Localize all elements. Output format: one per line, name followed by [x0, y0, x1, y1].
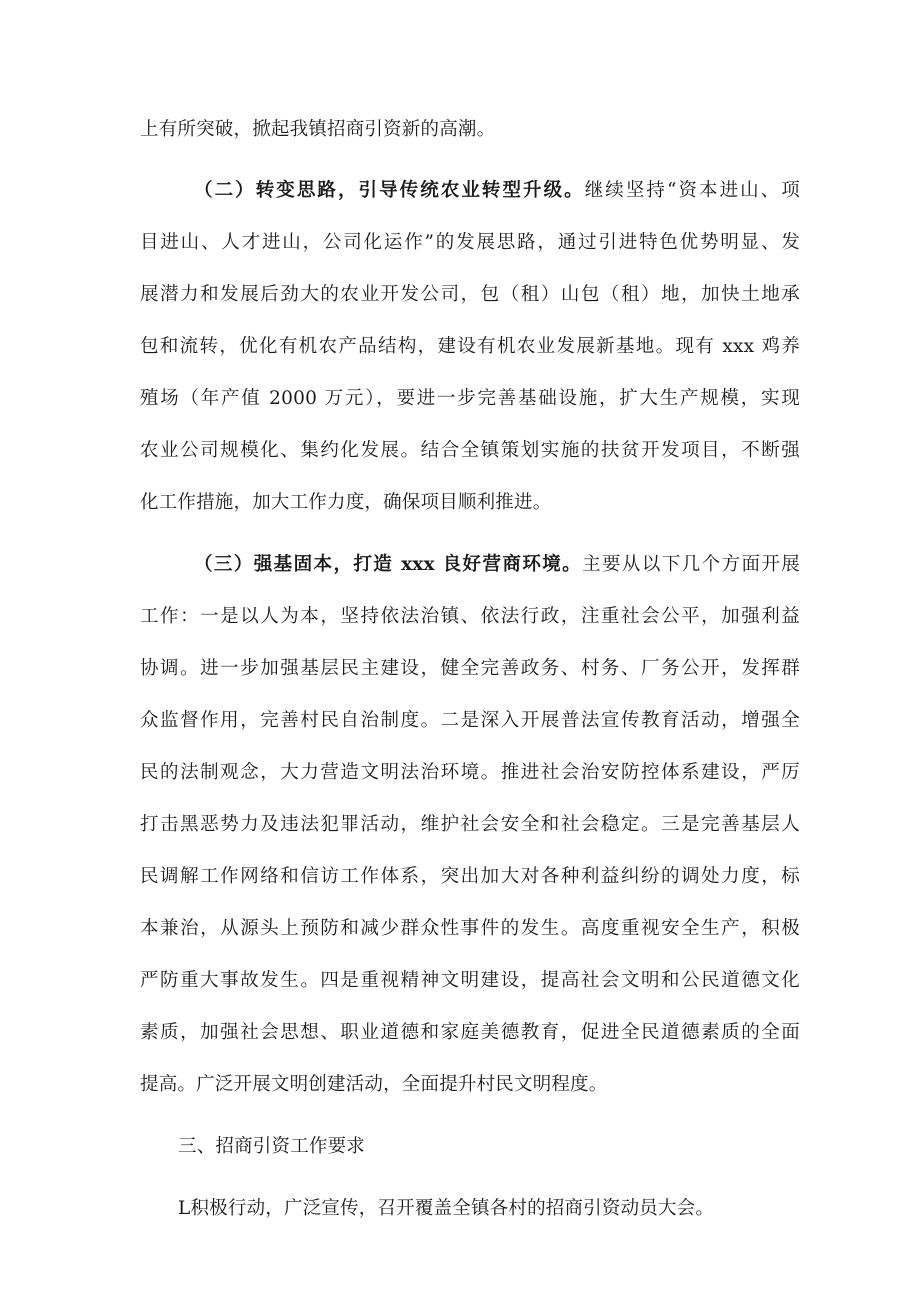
section-title-text: 三、招商引资工作要求	[178, 1136, 366, 1157]
paragraph-line	[140, 1019, 800, 1047]
line-text: 主要从以下几个方面开展	[582, 554, 801, 575]
paragraph-line	[140, 811, 800, 839]
line-text: 殖场（年产值 2000 万元），要进一步完善基础设施，扩大生产规模，实现	[140, 388, 800, 409]
paragraph-line	[140, 489, 800, 517]
line-text: 化工作措施，加大工作力度，确保项目顺利推进。	[140, 492, 552, 513]
line-text: 目进山、人才进山，公司化运作”的发展思路，通过引进特色优势明显、发	[140, 232, 800, 253]
line-text: 打击黑恶势力及违法犯罪活动，维护社会安全和社会稳定。三是完善基层人	[140, 814, 800, 835]
line-text: 农业公司规模化、集约化发展。结合全镇策划实施的扶贫开发项目，不断强	[140, 440, 800, 461]
paragraph-line	[140, 863, 800, 891]
line-text: 提高。广泛开展文明创建活动，全面提升村民文明程度。	[140, 1074, 608, 1095]
line-text: 包和流转，优化有机农产品结构，建设有机农业发展新基地。现有 xxx 鸡养	[140, 336, 800, 357]
paragraph-line	[140, 116, 800, 144]
line-text: 民的法制观念，大力营造文明法治环境。推进社会治安防控体系建设，严厉	[140, 762, 800, 783]
line-text: 展潜力和发展后劲大的农业开发公司，包（租）山包（租）地，加快土地承	[140, 284, 800, 305]
line-text: 工作：一是以人为本，坚持依法治镇、依法行政，注重社会公平，加强利益	[140, 606, 800, 627]
paragraph-line	[140, 333, 800, 361]
paragraph-line	[140, 967, 800, 995]
line-text: 本兼治，从源头上预防和减少群众性事件的发生。高度重视安全生产，积极	[140, 918, 800, 939]
section-heading-three: （三）强基固本，打造 xxx 良好营商环境。	[194, 554, 583, 575]
paragraph-line	[140, 655, 800, 683]
paragraph-line	[140, 707, 800, 735]
line-text: 继续坚持“资本进山、项	[584, 180, 800, 201]
paragraph-line	[140, 915, 800, 943]
section-heading-line	[194, 551, 800, 579]
paragraph-line	[140, 1071, 800, 1099]
list-item-text: L积极行动，广泛宣传，召开覆盖全镇各村的招商引资动员大会。	[178, 1198, 715, 1219]
line-text: 严防重大事故发生。四是重视精神文明建设，提高社会文明和公民道德文化	[140, 970, 800, 991]
section-title	[178, 1133, 800, 1161]
list-item	[178, 1195, 800, 1223]
paragraph-line	[140, 437, 800, 465]
paragraph-line	[140, 759, 800, 787]
paragraph-line	[140, 385, 800, 413]
line-text: 上有所突破，掀起我镇招商引资新的高潮。	[140, 119, 496, 140]
line-text: 众监督作用，完善村民自治制度。二是深入开展普法宣传教育活动，增强全	[140, 710, 800, 731]
section-heading-line	[194, 177, 800, 205]
paragraph-line	[140, 281, 800, 309]
line-text: 民调解工作网络和信访工作体系，突出加大对各种利益纠纷的调处力度，标	[140, 866, 800, 887]
paragraph-line	[140, 229, 800, 257]
section-heading-two: （二）转变思路，引导传统农业转型升级。	[194, 180, 585, 201]
line-text: 素质，加强社会思想、职业道德和家庭美德教育，促进全民道德素质的全面	[140, 1022, 800, 1043]
paragraph-line	[140, 603, 800, 631]
line-text: 协调。进一步加强基层民主建设，健全完善政务、村务、厂务公开，发挥群	[140, 658, 800, 679]
